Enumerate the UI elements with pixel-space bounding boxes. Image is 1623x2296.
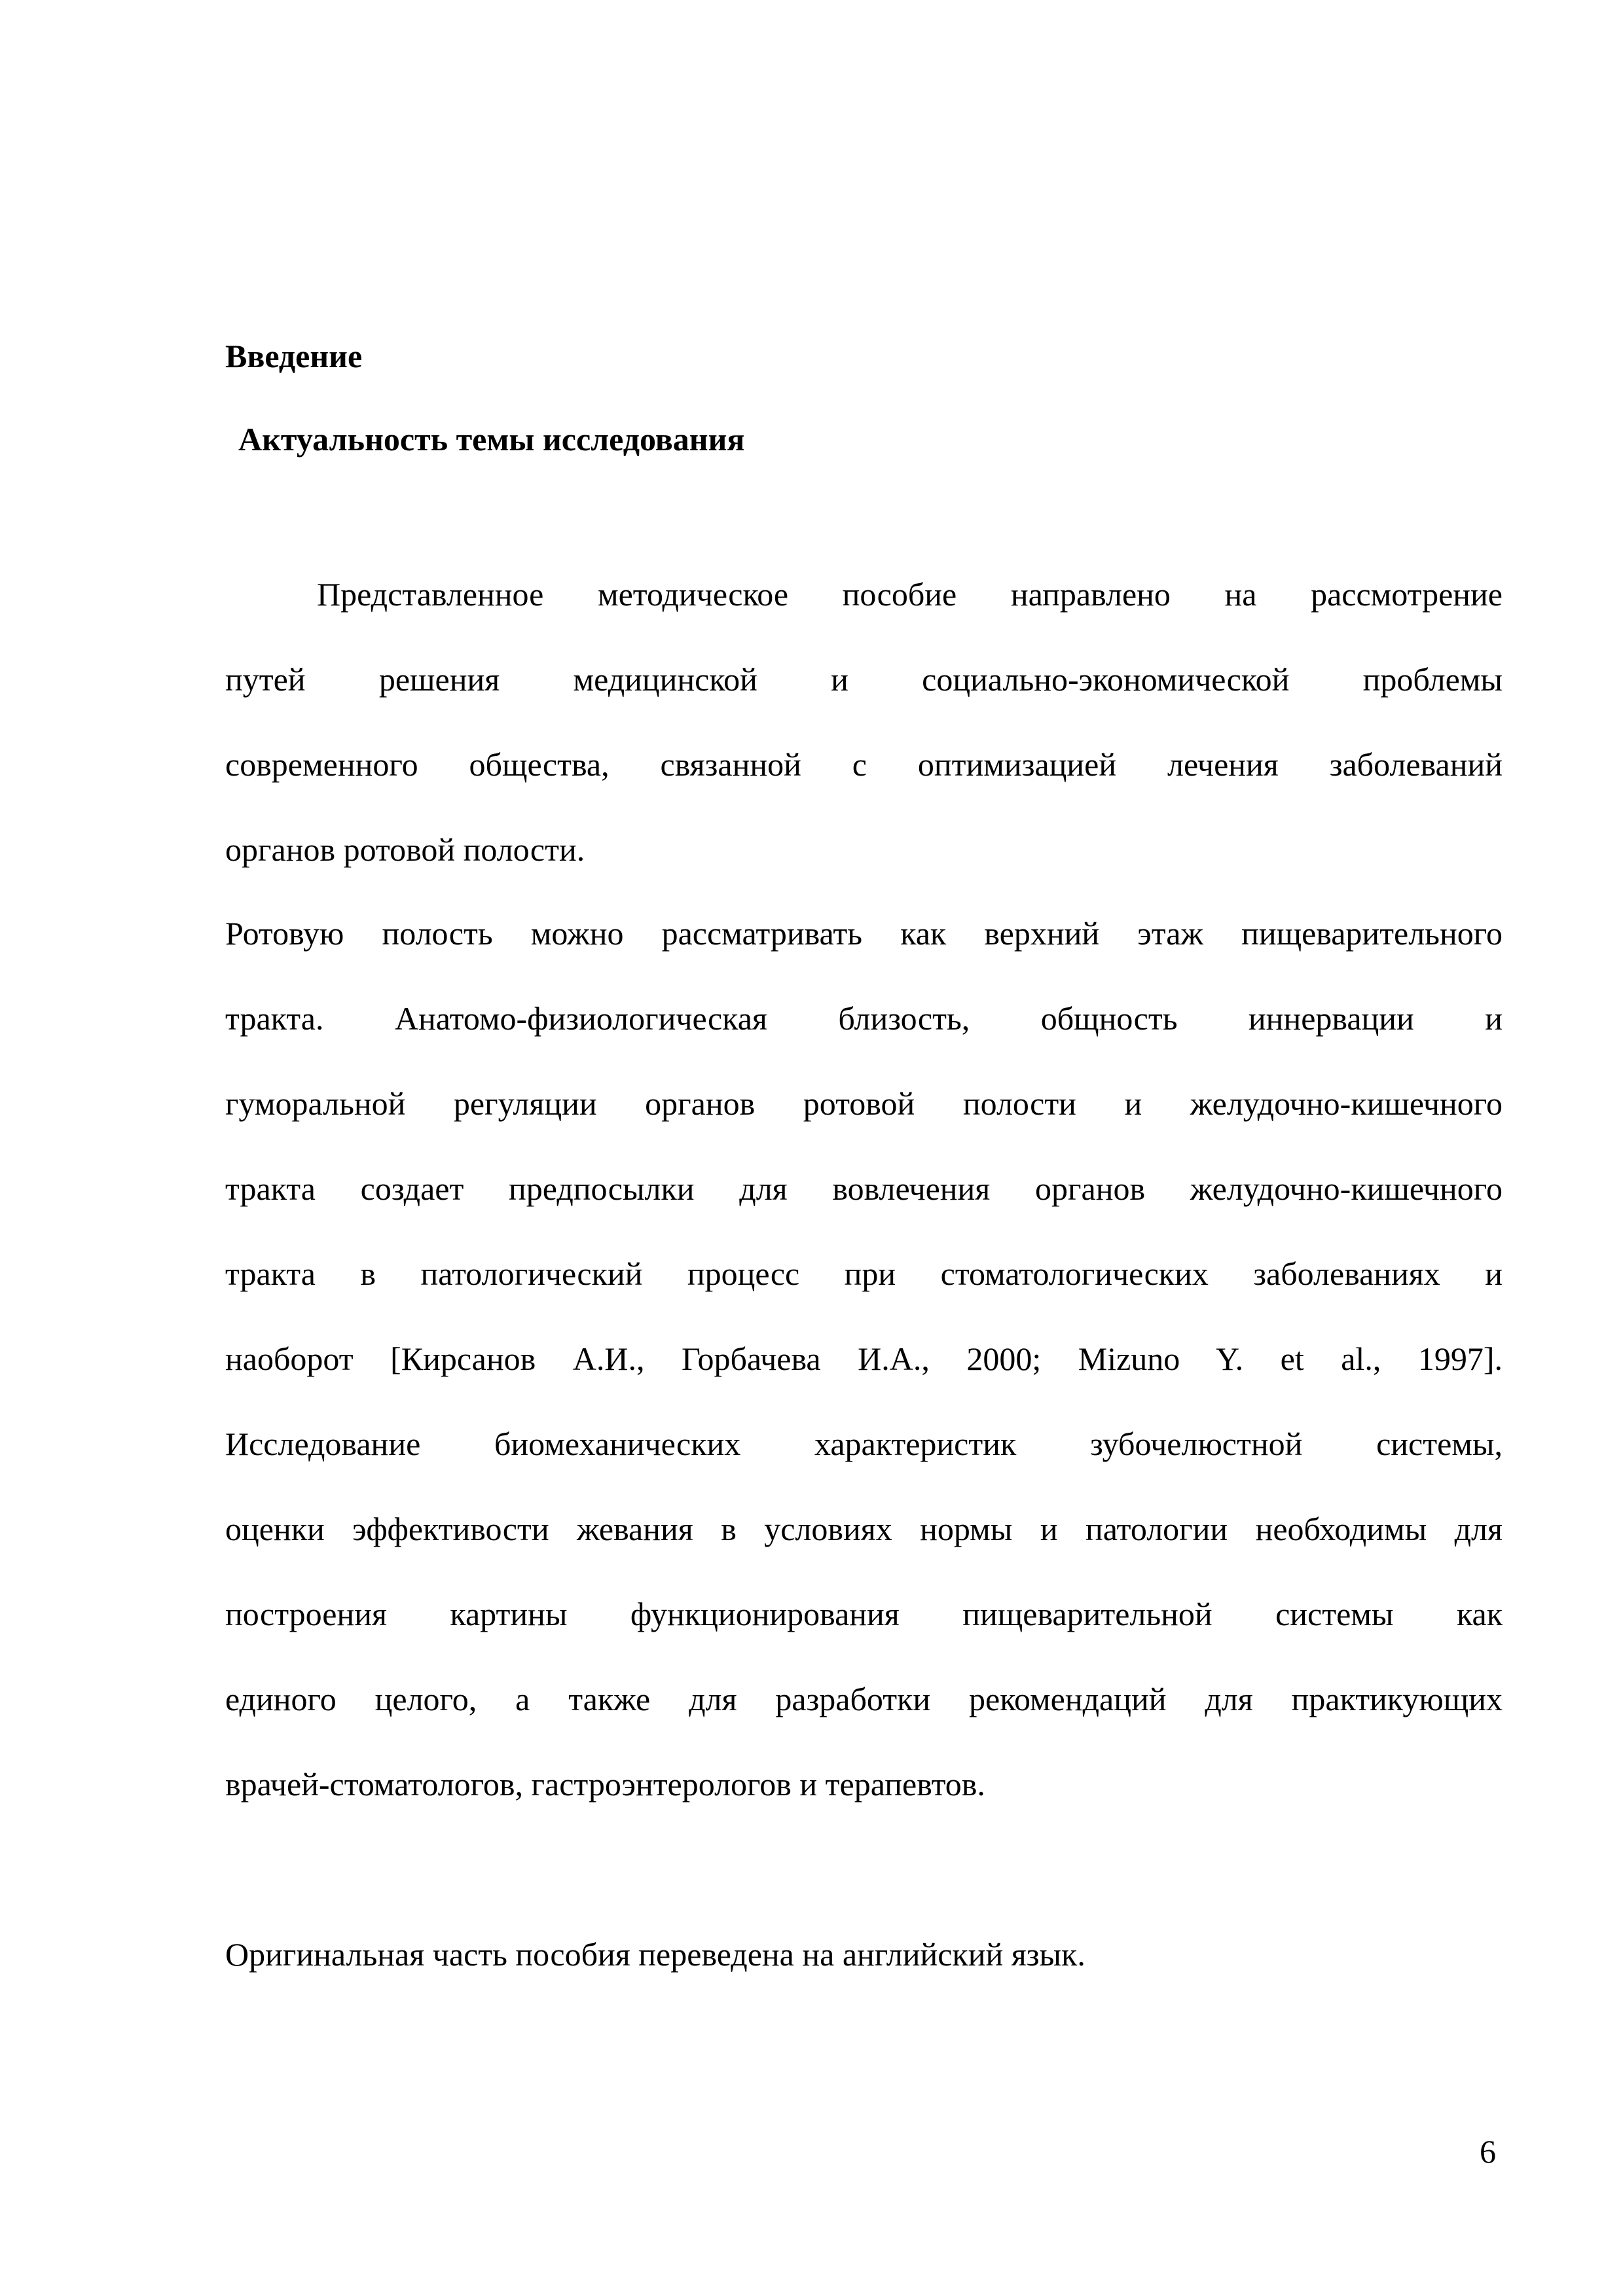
section-title: Введение xyxy=(225,338,363,374)
subsection-title: Актуальность темы исследования xyxy=(238,421,745,457)
paragraph-3: Оригинальная часть пособия переведена на английский язык. xyxy=(225,1936,1085,1973)
paragraph-2-line: Исследование биомеханических характеристик зубочелюстной системы, xyxy=(225,1426,1503,1462)
paragraph-1-line: современного общества, связанной с оптимизацией лечения заболеваний xyxy=(225,746,1503,783)
paragraph-2-line: врачей-стоматологов, гастроэнтерологов и терапевтов. xyxy=(225,1766,985,1803)
paragraph-2-line: наоборот [Кирсанов А.И., Горбачева И.А., 2000; Mizuno Y. et al., 1997]. xyxy=(225,1340,1503,1377)
paragraph-2-line: построения картины функционирования пищеварительной системы как xyxy=(225,1596,1503,1632)
paragraph-1-line: Представленное методическое пособие направлено на рассмотрение xyxy=(317,576,1503,613)
paragraph-2-line: Ротовую полость можно рассматривать как верхний этаж пищеварительного xyxy=(225,915,1503,952)
paragraph-2-line: оценки эффективости жевания в условиях нормы и патологии необходимы для xyxy=(225,1511,1503,1547)
paragraph-1-line: путей решения медицинской и социально-экономической проблемы xyxy=(225,661,1503,698)
paragraph-2-line: тракта в патологический процесс при стоматологических заболеваниях и xyxy=(225,1255,1503,1292)
paragraph-2-line: тракта. Анатомо-физиологическая близость, общность иннервации и xyxy=(225,1000,1503,1037)
page-number: 6 xyxy=(1480,2133,1496,2170)
paragraph-2-line: тракта создает предпосылки для вовлечения органов желудочно-кишечного xyxy=(225,1170,1503,1207)
paragraph-2-line: гуморальной регуляции органов ротовой полости и желудочно-кишечного xyxy=(225,1085,1503,1122)
paragraph-1-line: органов ротовой полости. xyxy=(225,831,585,868)
paragraph-2-line: единого целого, а также для разработки рекомендаций для практикующих xyxy=(225,1681,1503,1717)
